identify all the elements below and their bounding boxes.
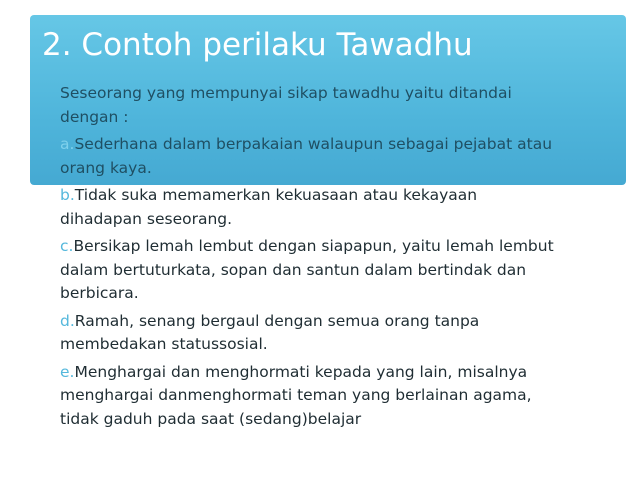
list-item-e <box>60 361 620 432</box>
intro-line: dengan : <box>60 107 129 126</box>
list-marker: c. <box>60 237 74 255</box>
list-item-c <box>60 235 620 306</box>
slide-body <box>60 82 620 431</box>
list-item-d <box>60 310 620 357</box>
list-item-text: dihadapan seseorang. <box>60 209 233 228</box>
list-item-text: Sederhana dalam berpakaian walaupun sebagai pejabat atau <box>74 135 553 153</box>
slide-title: 2. Contoh perilaku Tawadhu <box>42 27 473 63</box>
list-item-text: orang kaya. <box>60 158 152 177</box>
list-item-a <box>60 133 620 180</box>
intro-paragraph <box>60 82 620 129</box>
intro-line: Seseorang yang mempunyai sikap tawadhu yaitu ditandai <box>60 84 512 102</box>
list-item-text: menghargai danmenghormati teman yang berlainan agama, <box>60 386 532 404</box>
list-item-text: membedakan statussosial. <box>60 335 268 353</box>
list-marker: e. <box>60 362 75 381</box>
list-item-text: Menghargai dan menghormati kepada yang lain, misalnya <box>74 362 528 381</box>
list-item-text: tidak gaduh pada saat (sedang)belajar <box>60 409 362 428</box>
list-marker: d. <box>60 311 75 330</box>
list-item-text: Bersikap lemah lembut dengan siapapun, yaitu lemah lembut <box>73 237 554 255</box>
list-item-text: dalam bertuturkata, sopan dan santun dalam bertindak dan <box>60 260 527 279</box>
list-item-text: berbicara. <box>60 284 139 302</box>
list-item-text: Tidak suka memamerkan kekuasaan atau kekayaan <box>74 186 478 204</box>
list-item-b <box>60 184 620 231</box>
list-marker: b. <box>60 186 75 204</box>
list-item-text: Ramah, senang bergaul dengan semua orang tanpa <box>74 311 480 330</box>
list-marker: a. <box>60 135 75 153</box>
